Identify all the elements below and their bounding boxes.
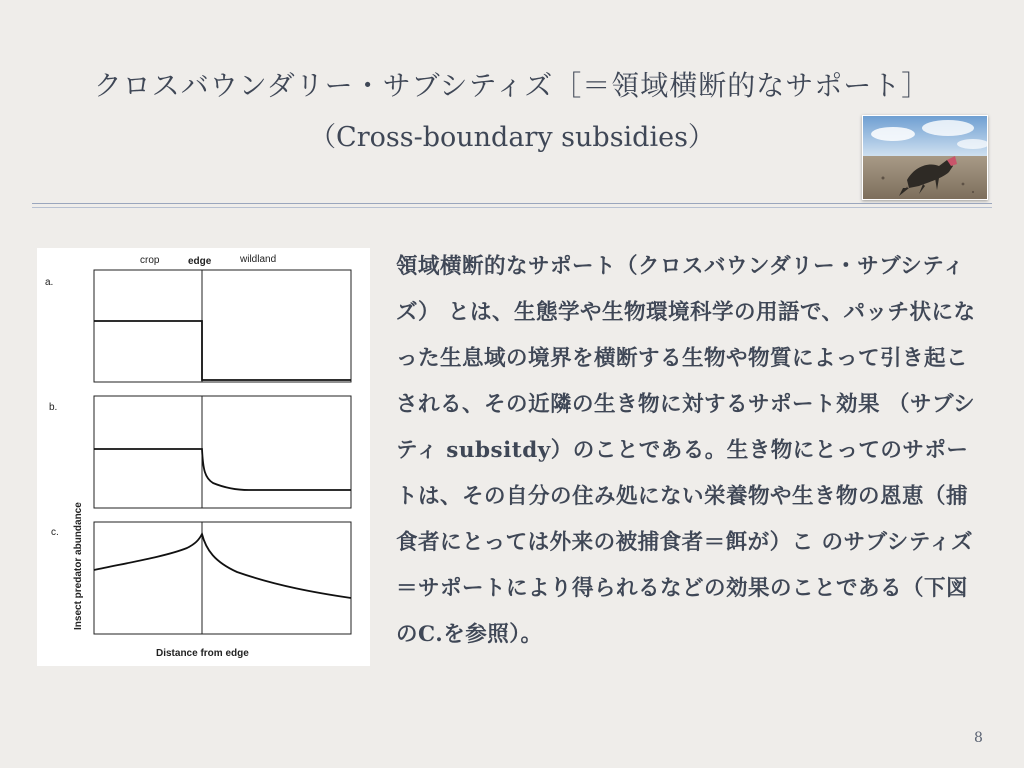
panel-c-frame bbox=[94, 522, 351, 634]
figure-header-wildland: wildland bbox=[240, 254, 277, 265]
figure-header-edge: edge bbox=[188, 256, 212, 267]
panel-b-curve bbox=[94, 449, 351, 490]
title-divider-top bbox=[32, 203, 992, 204]
figure-y-axis-label: Insect predator abundance bbox=[73, 502, 84, 630]
panel-c-curve bbox=[94, 534, 351, 598]
figure-x-axis-label: Distance from edge bbox=[156, 648, 249, 659]
panel-b-label: b. bbox=[49, 402, 58, 413]
slide-title-line2: （Cross-boundary subsidies） bbox=[309, 122, 715, 153]
panel-c-label: c. bbox=[51, 527, 59, 538]
body-paragraph: 領域横断的なサポート（クロスバウンダリー・サブシティズ） とは、生態学や生物環境科学の用語で、パッチ状になった生息域の境界を横断する生物や物質によって引き起こされる、その近隣の生き物に対するサポート効果 （サブシティ subsitdy）のことである。生き物にとってのサポートは、その自分の住み処にない栄養物や生き物の恩恵（捕食者にとっては外来の被捕食者＝餌が）こ のサブシティズ＝サポートにより得られるなどの効果のことである（下図のC.を参照）。 bbox=[396, 254, 976, 647]
page-number: 8 bbox=[974, 730, 983, 746]
predator-abundance-figure bbox=[37, 248, 370, 666]
figure-graphics bbox=[37, 248, 370, 666]
panel-a-frame bbox=[94, 270, 351, 382]
title-divider-bottom bbox=[32, 207, 992, 208]
panel-a-label: a. bbox=[45, 277, 54, 288]
figure-header-crop: crop bbox=[140, 255, 160, 266]
panel-a-curve bbox=[94, 321, 351, 380]
panel-b-frame bbox=[94, 396, 351, 508]
iguana-photo bbox=[862, 115, 988, 200]
iguana-photo-icon bbox=[863, 116, 987, 199]
slide-title-line1: クロスバウンダリー・サブシティズ［＝領域横断的なサポート］ bbox=[93, 69, 931, 102]
